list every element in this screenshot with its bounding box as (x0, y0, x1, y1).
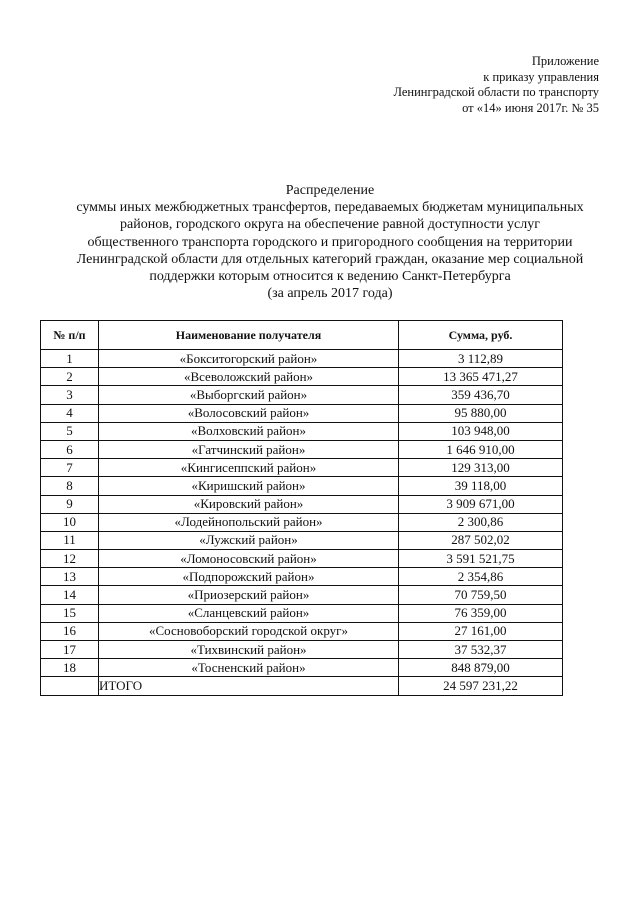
row-sum: 287 502,02 (399, 531, 563, 549)
table-row (41, 622, 563, 640)
row-sum: 129 313,00 (399, 459, 563, 477)
heading-line: Ленинградской области для отдельных категорий граждан, оказание мер социальной (76, 251, 584, 267)
table-row (41, 531, 563, 549)
row-num: 4 (41, 404, 99, 422)
row-recipient: «Кингисеппский район» (99, 459, 399, 477)
heading-line: поддержки которым относится к ведению Санкт-Петербурга (149, 269, 511, 285)
table-row (41, 641, 563, 659)
table-row (41, 477, 563, 495)
table-row (41, 586, 563, 604)
row-num: 9 (41, 495, 99, 513)
row-recipient: «Бокситогорский район» (99, 350, 399, 368)
heading-period: (за апрель 2017 года) (267, 286, 393, 302)
row-num: 6 (41, 440, 99, 458)
row-sum: 95 880,00 (399, 404, 563, 422)
row-sum: 76 359,00 (399, 604, 563, 622)
table-row (41, 350, 563, 368)
row-recipient: «Выборгский район» (99, 386, 399, 404)
row-sum: 3 909 671,00 (399, 495, 563, 513)
row-num: 14 (41, 586, 99, 604)
row-recipient: «Лужский район» (99, 531, 399, 549)
row-recipient: «Лодейнопольский район» (99, 513, 399, 531)
row-recipient: «Киришский район» (99, 477, 399, 495)
row-num: 12 (41, 550, 99, 568)
attachment-block (393, 54, 599, 116)
attachment-department: Ленинградской области по транспорту (393, 85, 599, 99)
row-num: 18 (41, 659, 99, 677)
document-heading (40, 182, 620, 302)
row-sum: 3 112,89 (399, 350, 563, 368)
row-recipient: «Всеволожский район» (99, 368, 399, 386)
row-num: 10 (41, 513, 99, 531)
row-sum: 1 646 910,00 (399, 440, 563, 458)
table-row (41, 604, 563, 622)
row-num: 3 (41, 386, 99, 404)
table-row (41, 404, 563, 422)
row-recipient: «Гатчинский район» (99, 440, 399, 458)
row-sum: 70 759,50 (399, 586, 563, 604)
total-label: ИТОГО (99, 677, 399, 695)
attachment-order: к приказу управления (483, 69, 599, 84)
header-name: Наименование получателя (99, 321, 399, 350)
row-recipient: «Ломоносовский район» (99, 550, 399, 568)
table-row (41, 568, 563, 586)
total-sum: 24 597 231,22 (399, 677, 563, 695)
row-recipient: «Тосненский район» (99, 659, 399, 677)
row-recipient: «Тихвинский район» (99, 641, 399, 659)
document-title: Распределение (285, 183, 375, 198)
table-row (41, 422, 563, 440)
row-recipient: «Подпорожский район» (99, 568, 399, 586)
table-body (41, 350, 563, 677)
table-row (41, 659, 563, 677)
heading-line: общественного транспорта городского и пригородного сообщения на территории (87, 234, 573, 250)
row-recipient: «Волосовский район» (99, 404, 399, 422)
row-sum: 13 365 471,27 (399, 368, 563, 386)
row-sum: 848 879,00 (399, 659, 563, 677)
total-row (41, 677, 563, 695)
row-sum: 27 161,00 (399, 622, 563, 640)
table-row (41, 459, 563, 477)
heading-line: районов, городского округа на обеспечение равной доступности услуг (120, 217, 540, 233)
table-row (41, 513, 563, 531)
row-num: 5 (41, 422, 99, 440)
table-header-row (41, 321, 563, 350)
row-recipient: «Кировский район» (99, 495, 399, 513)
total-empty-cell (41, 677, 99, 695)
row-sum: 103 948,00 (399, 422, 563, 440)
row-recipient: «Сосновоборский городской округ» (99, 622, 399, 640)
table-row (41, 440, 563, 458)
table-row (41, 495, 563, 513)
row-sum: 3 591 521,75 (399, 550, 563, 568)
attachment-title: Приложение (531, 54, 599, 68)
row-sum: 2 354,86 (399, 568, 563, 586)
distribution-table (40, 320, 563, 696)
heading-line: суммы иных межбюджетных трансфертов, передаваемых бюджетам муниципальных (76, 200, 584, 216)
row-recipient: «Волховский район» (99, 422, 399, 440)
row-num: 17 (41, 641, 99, 659)
row-num: 1 (41, 350, 99, 368)
table-row (41, 550, 563, 568)
row-num: 11 (41, 531, 99, 549)
row-num: 7 (41, 459, 99, 477)
row-sum: 359 436,70 (399, 386, 563, 404)
row-num: 16 (41, 622, 99, 640)
row-num: 15 (41, 604, 99, 622)
row-num: 13 (41, 568, 99, 586)
table-row (41, 386, 563, 404)
header-num: № п/п (41, 321, 99, 350)
row-sum: 39 118,00 (399, 477, 563, 495)
row-recipient: «Сланцевский район» (99, 604, 399, 622)
row-num: 2 (41, 368, 99, 386)
row-sum: 37 532,37 (399, 641, 563, 659)
row-sum: 2 300,86 (399, 513, 563, 531)
row-num: 8 (41, 477, 99, 495)
header-sum: Сумма, руб. (399, 321, 563, 350)
row-recipient: «Приозерский район» (99, 586, 399, 604)
table-row (41, 368, 563, 386)
attachment-date-number: от «14» июня 2017г. № 35 (462, 100, 599, 115)
